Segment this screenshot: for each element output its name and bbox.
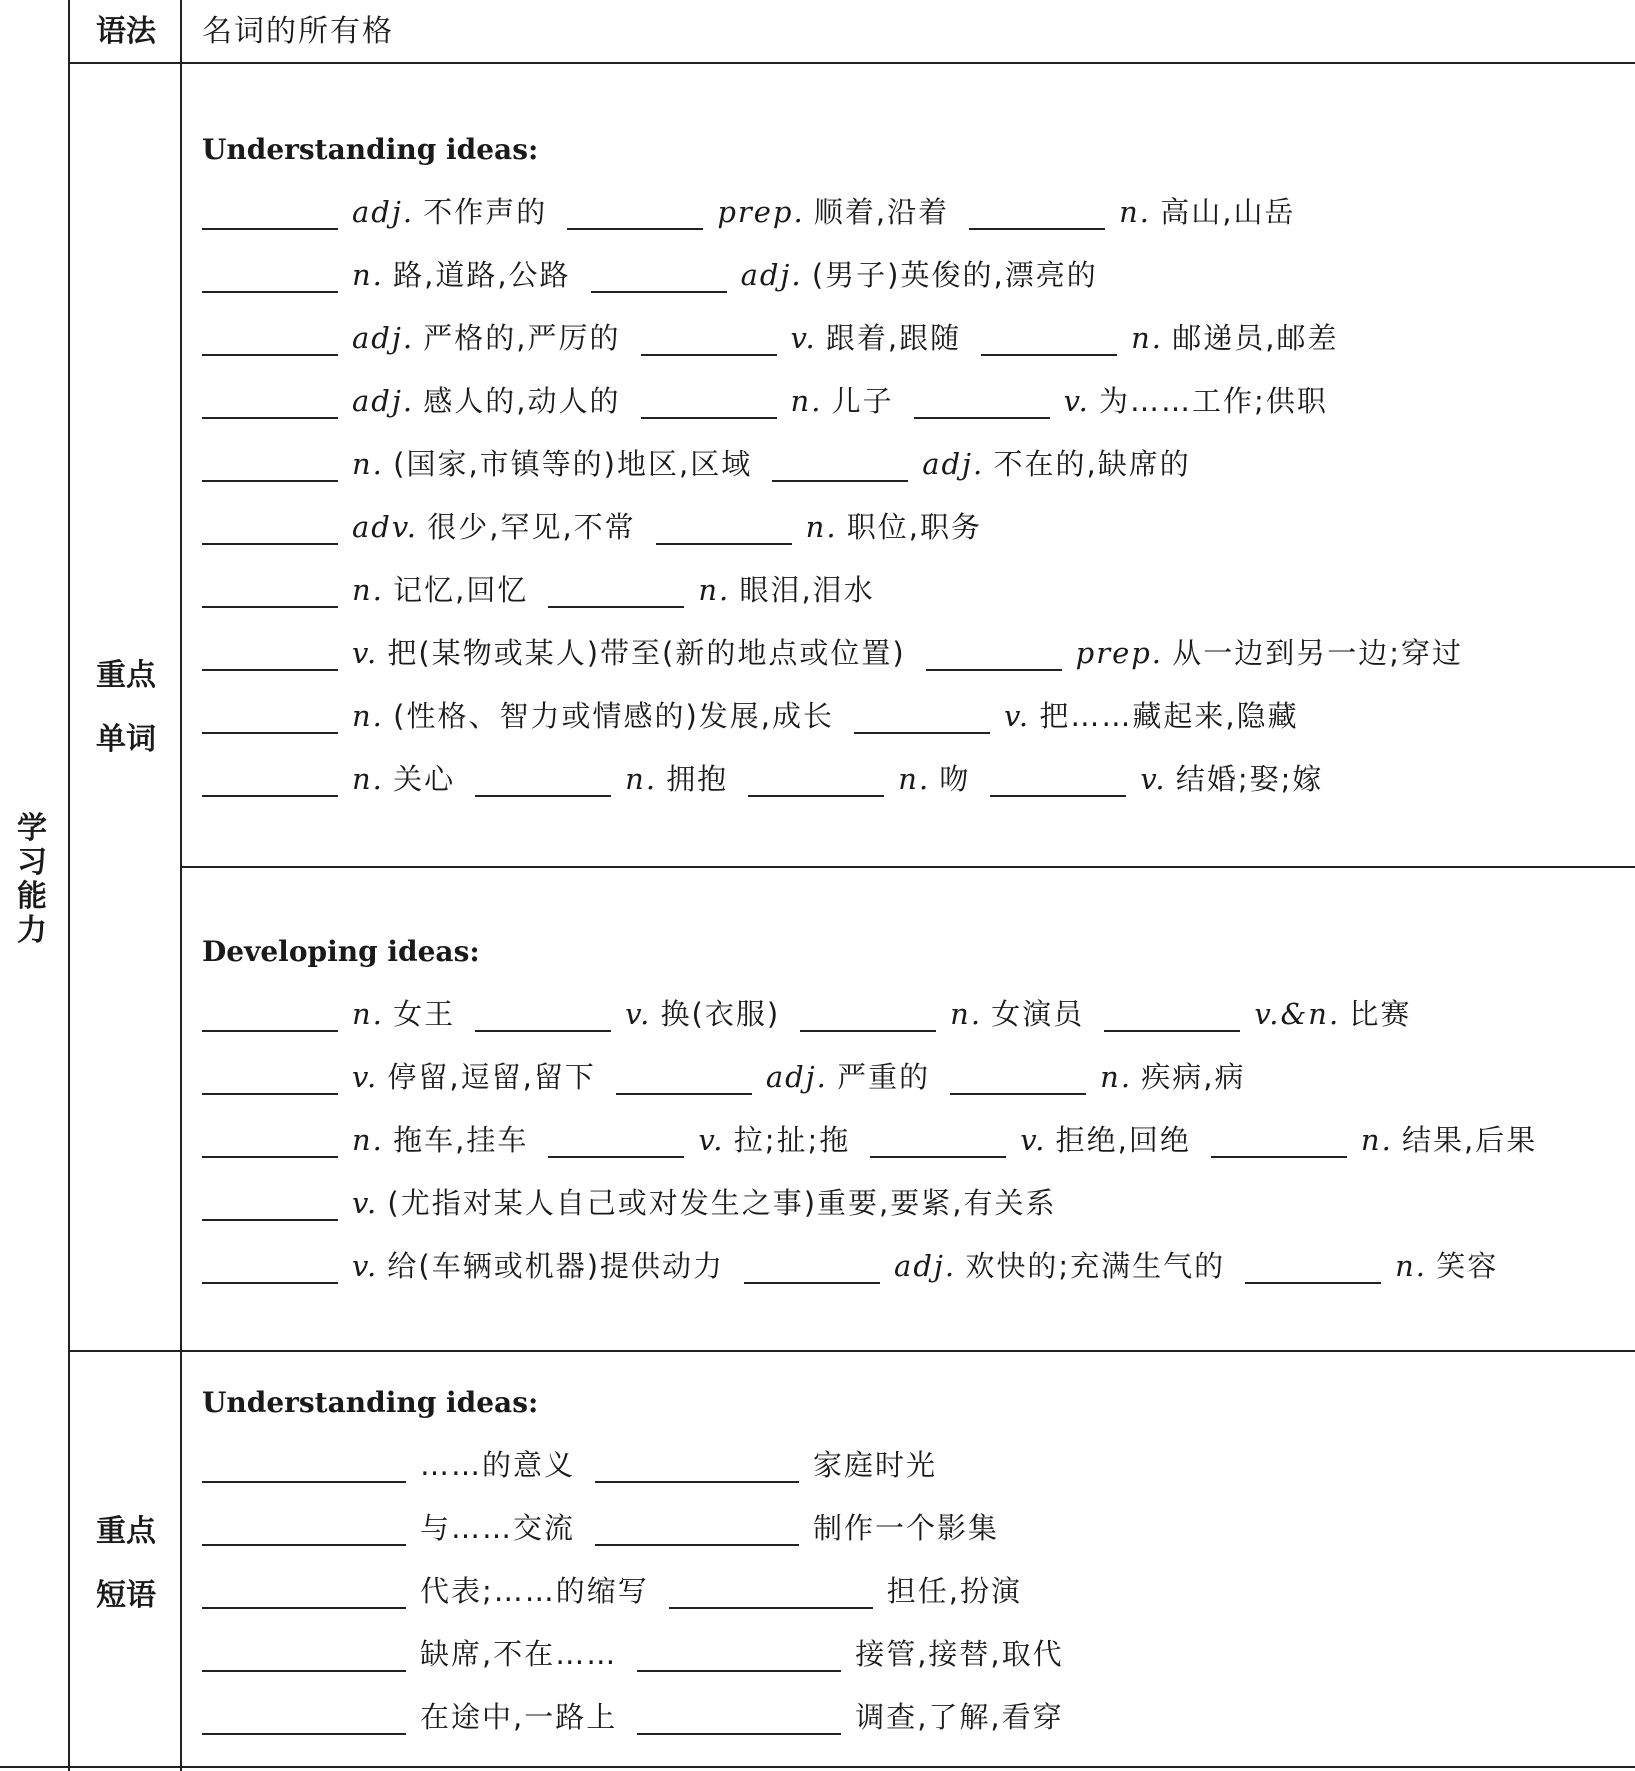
phrase-item: [202, 1700, 617, 1734]
answer-blank[interactable]: [202, 450, 338, 482]
phrase-meaning: 与……交流: [420, 1511, 576, 1545]
word-meaning: 笑容: [1436, 1249, 1499, 1283]
answer-blank[interactable]: [202, 261, 338, 293]
part-of-speech: adj.: [922, 447, 985, 481]
answer-blank[interactable]: [870, 1126, 1006, 1158]
word-item: [854, 699, 1299, 733]
word-meaning: 疾病,病: [1141, 1060, 1246, 1094]
word-meaning: 感人的,动人的: [423, 384, 621, 418]
phrase-item: [595, 1511, 999, 1545]
word-meaning: 记忆,回忆: [393, 573, 529, 607]
phrase-meaning: 调查,了解,看穿: [855, 1700, 1064, 1734]
answer-blank[interactable]: [969, 198, 1105, 230]
word-item: [202, 447, 752, 481]
answer-blank[interactable]: [202, 513, 338, 545]
part-of-speech: v.: [625, 997, 652, 1031]
part-of-speech: v.: [352, 1186, 379, 1220]
word-meaning: 拥抱: [666, 762, 729, 796]
answer-blank[interactable]: [202, 1577, 406, 1609]
word-item: [616, 1060, 930, 1094]
part-of-speech: n.: [352, 997, 384, 1031]
key-phrases-label: [70, 1500, 182, 1628]
part-of-speech: prep.: [1075, 636, 1164, 670]
word-row: [202, 496, 1483, 559]
word-meaning: 拉;扯;拖: [733, 1123, 851, 1157]
word-item: [656, 510, 982, 544]
part-of-speech: n.: [352, 447, 384, 481]
word-item: [914, 384, 1328, 418]
part-of-speech: n.: [790, 384, 823, 418]
word-meaning: 眼泪,泪水: [739, 573, 875, 607]
word-row: [202, 1172, 1557, 1235]
part-of-speech: adj.: [352, 384, 415, 418]
page-bottom-rule: [0, 1766, 1635, 1768]
word-item: [202, 1060, 596, 1094]
part-of-speech: v.&n.: [1254, 997, 1341, 1031]
answer-blank[interactable]: [800, 1000, 936, 1032]
phrase-item: [669, 1574, 1022, 1608]
answer-blank[interactable]: [595, 1514, 799, 1546]
key-words-label-line2: 单词: [96, 722, 156, 757]
phrase-row: [202, 1623, 1084, 1686]
phrase-meaning: 家庭时光: [813, 1448, 938, 1482]
phrases-section: [202, 1372, 1084, 1749]
word-meaning: (尤指对某人自己或对发生之事)重要,要紧,有关系: [387, 1186, 1057, 1220]
words-developing-section: [202, 921, 1557, 1298]
word-meaning: 严重的: [837, 1060, 931, 1094]
side-label-learning-ability: [14, 812, 50, 948]
answer-blank[interactable]: [475, 1000, 611, 1032]
answer-blank[interactable]: [202, 1000, 338, 1032]
answer-blank[interactable]: [202, 1252, 338, 1284]
part-of-speech: n.: [625, 762, 658, 796]
word-meaning: 拖车,挂车: [393, 1123, 529, 1157]
part-of-speech: v.: [352, 1249, 379, 1283]
word-meaning: 不作声的: [423, 195, 548, 229]
word-row: [202, 1046, 1557, 1109]
part-of-speech: v.: [1020, 1123, 1047, 1157]
word-item: [950, 1060, 1245, 1094]
answer-blank[interactable]: [202, 1189, 338, 1221]
word-meaning: 结果,后果: [1402, 1123, 1538, 1157]
phrase-item: [202, 1574, 649, 1608]
answer-blank[interactable]: [595, 1451, 799, 1483]
words-understanding-section: [202, 119, 1483, 811]
word-item: [202, 1249, 724, 1283]
phrase-item: [202, 1637, 617, 1671]
word-item: [202, 258, 571, 292]
word-item: [800, 997, 1084, 1031]
word-meaning: 结婚;娶;嫁: [1175, 762, 1324, 796]
word-item: [926, 636, 1463, 670]
answer-blank[interactable]: [637, 1703, 841, 1735]
phrase-item: [595, 1448, 937, 1482]
part-of-speech: n.: [1100, 1060, 1133, 1094]
answer-blank[interactable]: [990, 765, 1126, 797]
part-of-speech: n.: [698, 573, 731, 607]
answer-blank[interactable]: [914, 387, 1050, 419]
answer-blank[interactable]: [950, 1063, 1086, 1095]
part-of-speech: n.: [1119, 195, 1152, 229]
word-meaning: 女王: [393, 997, 456, 1031]
phrase-item: [202, 1448, 575, 1482]
phrase-rows: [202, 1434, 1084, 1749]
word-item: [202, 699, 834, 733]
word-item: [990, 762, 1323, 796]
word-meaning: 邮递员,邮差: [1172, 321, 1339, 355]
answer-blank[interactable]: [202, 1640, 406, 1672]
phrase-item: [202, 1511, 575, 1545]
word-item: [202, 384, 621, 418]
phrase-row: [202, 1497, 1084, 1560]
word-meaning: 把(某物或某人)带至(新的地点或位置): [387, 636, 906, 670]
phrase-row: [202, 1686, 1084, 1749]
word-item: [202, 321, 621, 355]
word-item: [202, 195, 547, 229]
answer-blank[interactable]: [202, 765, 338, 797]
answer-blank[interactable]: [637, 1640, 841, 1672]
word-item: [202, 510, 636, 544]
part-of-speech: adj.: [352, 321, 415, 355]
answer-blank[interactable]: [202, 1703, 406, 1735]
word-meaning: (性格、智力或情感的)发展,成长: [393, 699, 834, 733]
key-words-label-line1: 重点: [96, 658, 156, 693]
words-row-bottom: [68, 1350, 1635, 1352]
answer-blank[interactable]: [744, 1252, 880, 1284]
section-heading: Understanding ideas:: [202, 133, 539, 166]
word-row: [202, 433, 1483, 496]
part-of-speech: adj.: [894, 1249, 957, 1283]
word-meaning: 高山,山岳: [1160, 195, 1296, 229]
answer-blank[interactable]: [202, 1126, 338, 1158]
word-meaning: 给(车辆或机器)提供动力: [387, 1249, 725, 1283]
word-rows: [202, 181, 1483, 811]
word-item: [202, 636, 906, 670]
word-item: [969, 195, 1295, 229]
answer-blank[interactable]: [669, 1577, 873, 1609]
answer-blank[interactable]: [1104, 1000, 1240, 1032]
word-item: [748, 762, 970, 796]
part-of-speech: n.: [352, 762, 384, 796]
part-of-speech: v.: [352, 1060, 379, 1094]
word-item: [548, 573, 874, 607]
word-row: [202, 244, 1483, 307]
answer-blank[interactable]: [548, 1126, 684, 1158]
part-of-speech: adj.: [765, 1060, 828, 1094]
phrase-meaning: 制作一个影集: [813, 1511, 1000, 1545]
phrase-meaning: 接管,接替,取代: [855, 1637, 1064, 1671]
word-row: [202, 685, 1483, 748]
word-item: [1245, 1249, 1498, 1283]
phrase-item: [637, 1637, 1063, 1671]
answer-blank[interactable]: [854, 702, 990, 734]
word-row: [202, 622, 1483, 685]
word-item: [870, 1123, 1191, 1157]
part-of-speech: n.: [1395, 1249, 1428, 1283]
phrase-item: [637, 1700, 1063, 1734]
word-meaning: 女演员: [991, 997, 1085, 1031]
word-item: [981, 321, 1338, 355]
word-item: [1104, 997, 1411, 1031]
answer-blank[interactable]: [772, 450, 908, 482]
key-phrases-label-line1: 重点: [96, 1514, 156, 1549]
word-item: [591, 258, 1098, 292]
word-meaning: 停留,逗留,留下: [387, 1060, 596, 1094]
word-meaning: 换(衣服): [660, 997, 781, 1031]
answer-blank[interactable]: [475, 765, 611, 797]
part-of-speech: prep.: [717, 195, 805, 229]
part-of-speech: adj.: [352, 195, 415, 229]
word-meaning: 拒绝,回绝: [1055, 1123, 1191, 1157]
words-subsection-divider: [180, 866, 1635, 868]
word-meaning: 从一边到另一边;穿过: [1172, 636, 1464, 670]
word-row: [202, 1235, 1557, 1298]
word-row: [202, 748, 1483, 811]
grammar-label: 语法: [96, 14, 156, 49]
key-words-label: [70, 644, 182, 772]
answer-blank[interactable]: [656, 513, 792, 545]
part-of-speech: v.: [790, 321, 817, 355]
word-item: [202, 997, 455, 1031]
part-of-speech: n.: [352, 699, 384, 733]
word-meaning: 跟着,跟随: [825, 321, 962, 355]
phrase-row: [202, 1560, 1084, 1623]
word-row: [202, 1109, 1557, 1172]
word-item: [202, 1186, 1056, 1220]
answer-blank[interactable]: [641, 324, 777, 356]
answer-blank[interactable]: [591, 261, 727, 293]
side-label-char: 习: [17, 845, 47, 880]
part-of-speech: v.: [698, 1123, 725, 1157]
section-heading: Developing ideas:: [202, 935, 480, 968]
word-row: [202, 181, 1483, 244]
part-of-speech: n.: [352, 573, 384, 607]
word-meaning: 为……工作;供职: [1099, 384, 1328, 418]
word-meaning: 不在的,缺席的: [993, 447, 1191, 481]
word-item: [772, 447, 1191, 481]
answer-blank[interactable]: [202, 198, 338, 230]
word-item: [475, 762, 728, 796]
word-meaning: 路,道路,公路: [393, 258, 571, 292]
side-label-char: 力: [17, 913, 47, 948]
answer-blank[interactable]: [641, 387, 777, 419]
word-row: [202, 559, 1483, 622]
word-meaning: 严格的,严厉的: [423, 321, 621, 355]
answer-blank[interactable]: [202, 387, 338, 419]
part-of-speech: adv.: [352, 510, 419, 544]
word-item: [744, 1249, 1225, 1283]
answer-blank[interactable]: [202, 576, 338, 608]
part-of-speech: n.: [352, 1123, 384, 1157]
part-of-speech: v.: [352, 636, 379, 670]
word-meaning: (男子)英俊的,漂亮的: [811, 258, 1098, 292]
part-of-speech: n.: [950, 997, 983, 1031]
word-meaning: 职位,职务: [846, 510, 983, 544]
answer-blank[interactable]: [1245, 1252, 1381, 1284]
word-item: [567, 195, 949, 229]
side-label-char: 能: [17, 879, 47, 914]
word-meaning: 儿子: [831, 384, 894, 418]
part-of-speech: v.: [1003, 699, 1031, 733]
word-meaning: 欢快的;充满生气的: [965, 1249, 1226, 1283]
word-item: [202, 1123, 528, 1157]
grammar-topic: 名词的所有格: [202, 14, 394, 49]
word-meaning: 很少,罕见,不常: [427, 510, 636, 544]
answer-blank[interactable]: [1211, 1126, 1347, 1158]
phrase-meaning: ……的意义: [420, 1448, 576, 1482]
word-item: [548, 1123, 850, 1157]
part-of-speech: v.: [1063, 384, 1090, 418]
word-meaning: 比赛: [1349, 997, 1412, 1031]
word-item: [641, 384, 894, 418]
answer-blank[interactable]: [616, 1063, 752, 1095]
answer-blank[interactable]: [202, 1514, 406, 1546]
phrase-row: [202, 1434, 1084, 1497]
grammar-row-bottom: [68, 62, 1635, 64]
answer-blank[interactable]: [202, 324, 338, 356]
word-item: [202, 573, 528, 607]
word-item: [1211, 1123, 1537, 1157]
word-meaning: 吻: [939, 762, 971, 796]
word-meaning: (国家,市镇等的)地区,区域: [393, 447, 753, 481]
phrase-meaning: 代表;……的缩写: [420, 1574, 649, 1608]
answer-blank[interactable]: [926, 639, 1062, 671]
part-of-speech: n.: [805, 510, 838, 544]
part-of-speech: v.: [1140, 762, 1167, 796]
word-item: [641, 321, 962, 355]
key-phrases-label-line2: 短语: [96, 1578, 156, 1613]
phrase-meaning: 在途中,一路上: [420, 1700, 618, 1734]
word-meaning: 关心: [393, 762, 456, 796]
phrase-meaning: 担任,扮演: [886, 1574, 1022, 1608]
word-row: [202, 370, 1483, 433]
word-rows: [202, 983, 1557, 1298]
answer-blank[interactable]: [748, 765, 884, 797]
word-item: [202, 762, 455, 796]
answer-blank[interactable]: [202, 702, 338, 734]
answer-blank[interactable]: [567, 198, 703, 230]
part-of-speech: n.: [1131, 321, 1164, 355]
answer-blank[interactable]: [981, 324, 1117, 356]
word-meaning: 顺着,沿着: [813, 195, 950, 229]
answer-blank[interactable]: [202, 1451, 406, 1483]
word-meaning: 把……藏起来,隐藏: [1039, 699, 1299, 733]
part-of-speech: n.: [352, 258, 384, 292]
word-row: [202, 307, 1483, 370]
word-row: [202, 983, 1557, 1046]
answer-blank[interactable]: [202, 1063, 338, 1095]
part-of-speech: n.: [1360, 1123, 1393, 1157]
part-of-speech: adj.: [740, 258, 803, 292]
answer-blank[interactable]: [202, 639, 338, 671]
part-of-speech: n.: [898, 762, 931, 796]
side-label-char: 学: [17, 811, 47, 846]
word-item: [475, 997, 780, 1031]
answer-blank[interactable]: [548, 576, 684, 608]
section-heading: Understanding ideas:: [202, 1386, 539, 1419]
phrase-meaning: 缺席,不在……: [420, 1637, 618, 1671]
